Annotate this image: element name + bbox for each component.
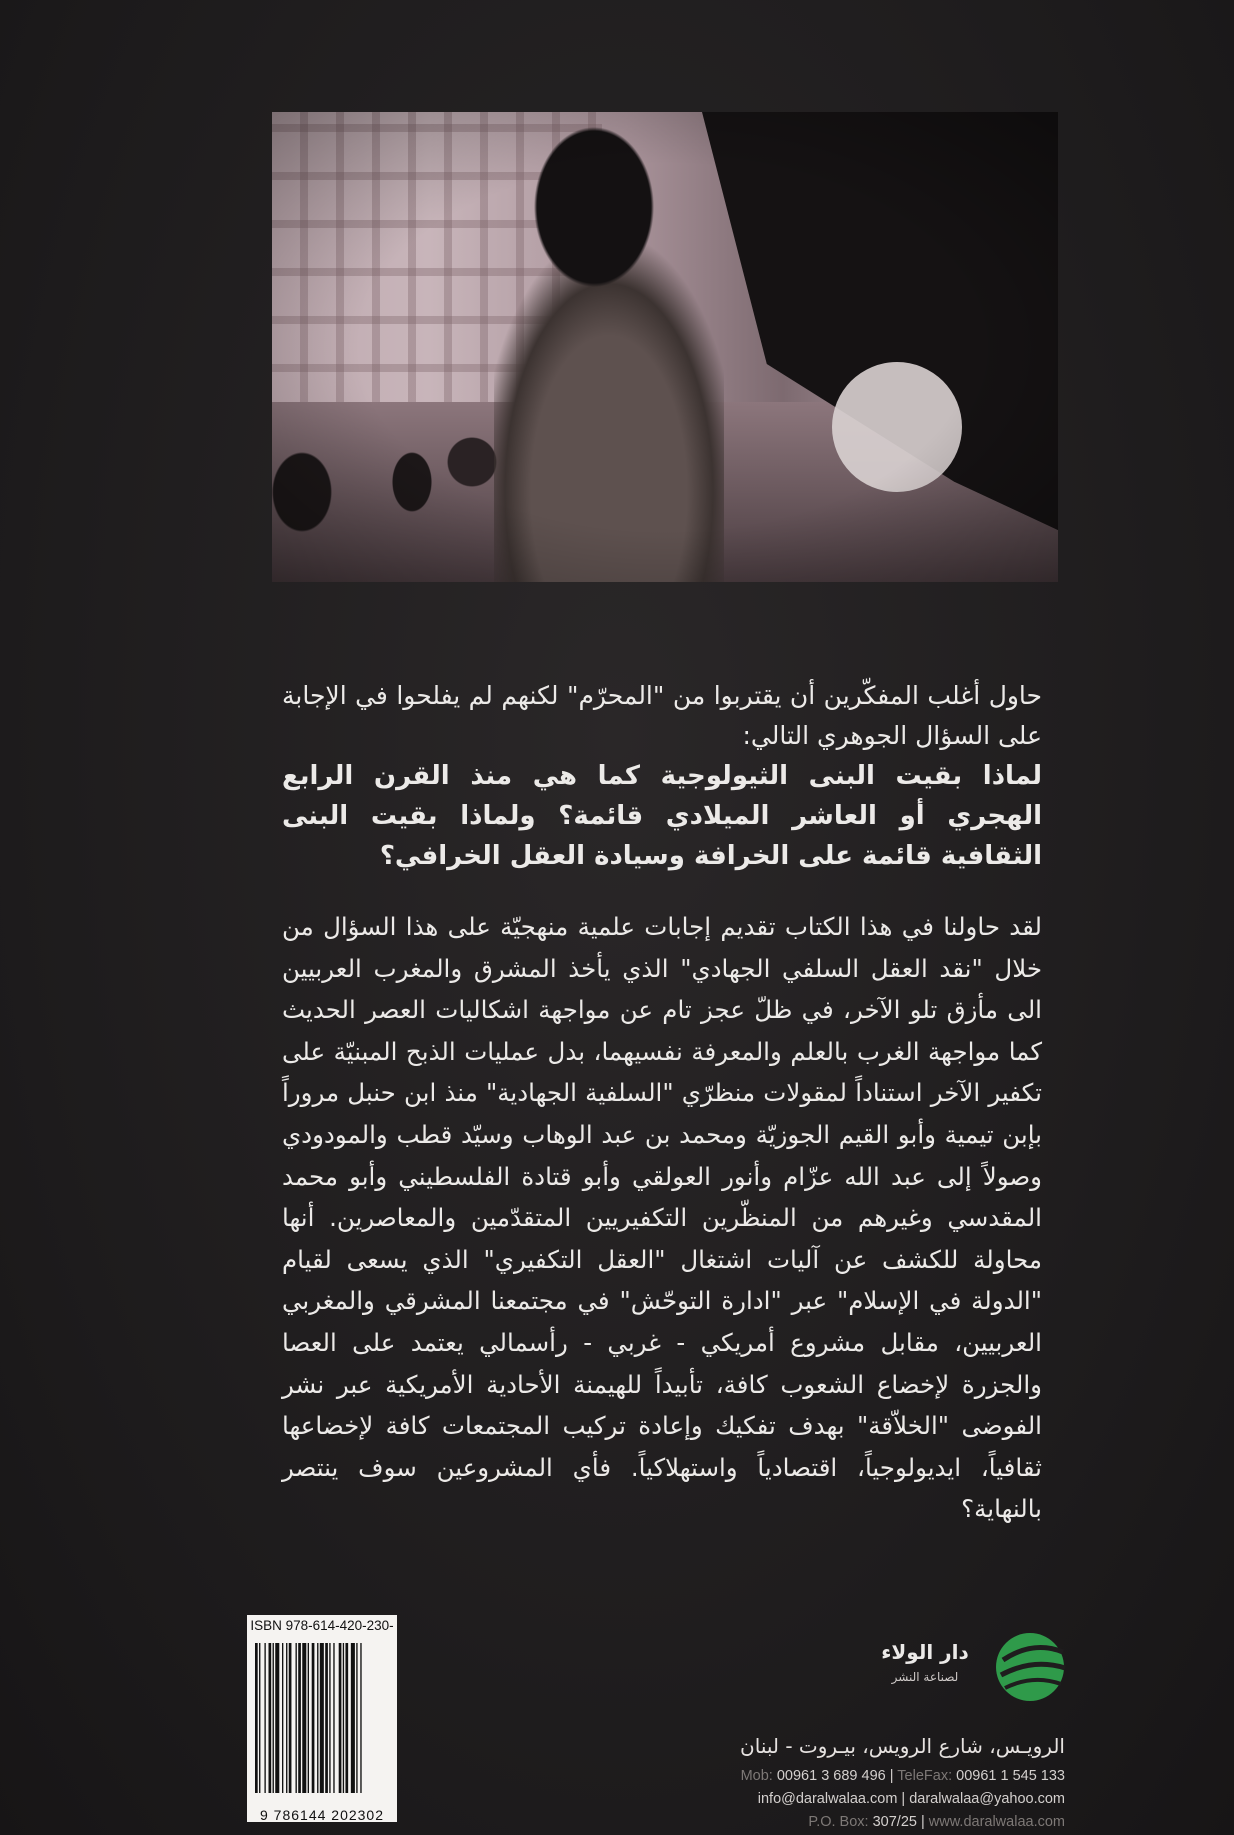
barcode-bar bbox=[356, 1643, 357, 1793]
barcode-bar bbox=[302, 1643, 306, 1793]
cover-photo bbox=[272, 112, 1058, 582]
fax-number: 00961 1 545 133 bbox=[956, 1768, 1065, 1784]
barcode-bar bbox=[273, 1643, 274, 1793]
mob-number: 00961 3 689 496 bbox=[776, 1768, 886, 1784]
publisher-pobox: P.O. Box: 307/25 | www.daralwalaa.com bbox=[808, 1814, 1065, 1830]
intro-question: لماذا بقيت البنى الثيولوجية كما هي منذ القرن الرابع الهجري أو العاشر الميلادي قائمة؟ ولماذا بقيت البنى الثقافية قائمة على الخرافة وسيادة العقل الخرافي؟ bbox=[282, 761, 1042, 871]
barcode-bar bbox=[298, 1643, 301, 1793]
barcode-bar bbox=[282, 1643, 283, 1793]
fax-label: TeleFax: bbox=[897, 1768, 953, 1784]
body-text bbox=[282, 906, 1042, 1530]
barcode-bar bbox=[325, 1643, 328, 1793]
barcode-bar bbox=[345, 1643, 348, 1793]
photo-vignette bbox=[272, 112, 1058, 582]
barcode-bar bbox=[360, 1643, 361, 1793]
barcode-bar bbox=[351, 1643, 355, 1793]
barcode-bar bbox=[320, 1643, 324, 1793]
website-link[interactable]: www.daralwalaa.com bbox=[928, 1814, 1065, 1830]
intro-text bbox=[282, 676, 1042, 876]
barcode-bar bbox=[286, 1643, 287, 1793]
barcode-bar bbox=[308, 1643, 309, 1793]
publisher-address: الرويـس، شارع الرويس، بيـروت - لبنان bbox=[740, 1734, 1065, 1758]
barcode-bar bbox=[333, 1643, 334, 1793]
isbn-label: ISBN 978-614-420-230- bbox=[247, 1615, 397, 1637]
barcode-bar bbox=[259, 1643, 260, 1793]
body-paragraph: لقد حاولنا في هذا الكتاب تقديم إجابات علمية منهجيّة على هذا السؤال من خلال "نقد العقل السلفي الجهادي" الذي يأخذ المشرق والمغرب العربيين الى مأزق تلو الآخر، في ظلّ عجز تام عن مواجهة اشكاليات العصر الحديث كما مواجهة الغرب بالعلم والمعرفة نفسيهما، بدل عمليات الذبح المبنيّة على تكفير الآخر استناداً لمقولات منظرّي "السلفية الجهادية" منذ ابن حنبل مروراً بإبن تيمية وأبو القيم الجوزيّة ومحمد بن عبد الوهاب وسيّد قطب والمودودي وصولاً إلى عبد الله عزّام وأنور العولقي وأبو قتادة الفلسطيني وأبو محمد المقدسي وغيرهم من المنظّرين التكفيريين المتقدّمين والمعاصرين. أنها محاولة للكشف عن آليات اشتغال "العقل التكفيري" الذي يسعى لقيام "الدولة في الإسلام" عبر "ادارة التوحّش" في مجتمعنا المشرقي والمغربي العربيين، مقابل مشروع أمريكي - غربي - رأسمالي يعتمد على العصا والجزرة لإخضاع الشعوب كافة، تأبيداً للهيمنة الأحادية الأمريكية عبر نشر الفوضى "الخلاّقة" بهدف تفكيك وإعادة تركيب المجتمعات كافة لإخضاعها ثقافياً، ايديولوجياً، اقتصادياً واستهلاكياً. فأي المشروعين سوف ينتصر بالنهاية؟ bbox=[282, 912, 1042, 1524]
barcode-bar bbox=[296, 1643, 297, 1793]
barcode bbox=[247, 1637, 397, 1822]
publisher-phones: Mob: 00961 3 689 496 | TeleFax: 00961 1 545 133 bbox=[740, 1768, 1065, 1784]
barcode-bar bbox=[289, 1643, 292, 1793]
barcode-digits: 9 786144 202302 bbox=[260, 1807, 384, 1823]
pobox-label: P.O. Box: bbox=[808, 1814, 869, 1830]
barcode-bar bbox=[275, 1643, 279, 1793]
barcode-bar bbox=[317, 1643, 318, 1793]
barcode-bar bbox=[312, 1643, 315, 1793]
publisher-name: دار الولاء bbox=[881, 1640, 969, 1664]
barcode-bar bbox=[339, 1643, 342, 1793]
barcode-bar bbox=[264, 1643, 265, 1793]
intro-line: حاول أغلب المفكّرين أن يقتربوا من "المحرّم" لكنهم لم يفلحوا في الإجابة على السؤال الجوهري التالي: bbox=[282, 681, 1042, 750]
pobox-number: 307/25 bbox=[872, 1814, 917, 1830]
barcode-bar bbox=[255, 1643, 258, 1793]
publisher-tagline: لصناعة النشر bbox=[891, 1670, 959, 1684]
barcode-bar bbox=[329, 1643, 330, 1793]
publisher-leaf-logo-icon bbox=[993, 1630, 1067, 1704]
mob-label: Mob: bbox=[740, 1768, 773, 1784]
publisher-emails: info@daralwalaa.com | daralwalaa@yahoo.com bbox=[757, 1791, 1065, 1807]
barcode-bars bbox=[247, 1637, 397, 1802]
barcode-bar bbox=[269, 1643, 272, 1793]
barcode-bar bbox=[343, 1643, 344, 1793]
